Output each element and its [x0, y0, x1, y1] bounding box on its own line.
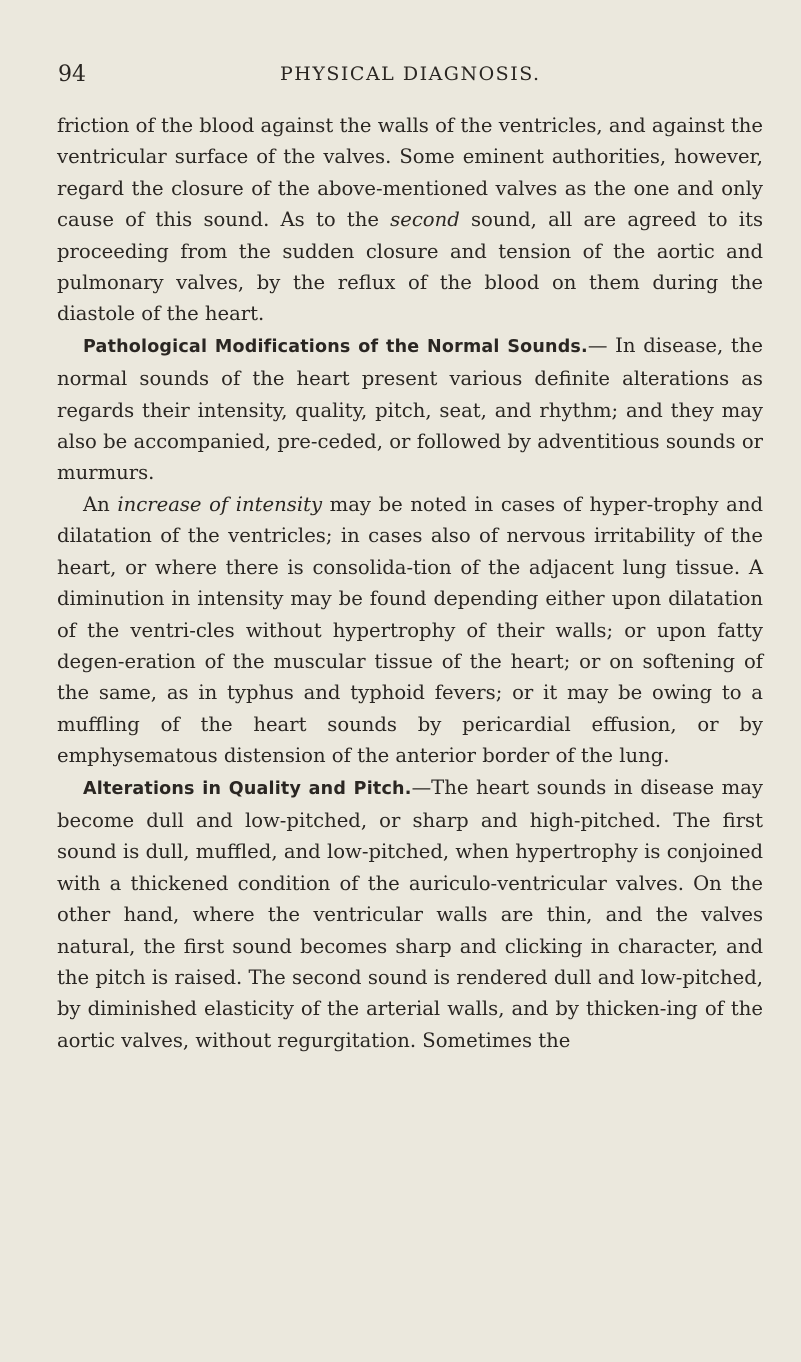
running-title: PHYSICAL DIAGNOSIS. — [280, 63, 541, 85]
body-text — [57, 110, 763, 1056]
paragraph-intensity — [57, 489, 763, 772]
italic-term: second — [390, 208, 460, 232]
paragraph-text: friction of the blood against the walls of the ventricles, and against the ventricular surface of the valves. Some eminent authorities, however, regard the closure of the above-mentioned valves as the one and only cause of this sound. As to the — [57, 114, 763, 232]
paragraph-text: may be noted in cases of hyper-trophy and dilatation of the ventricles; in cases also of nervous irritability of the heart, or where there is consolida-tion of the adjacent lung tissue. A diminution in intensity may be found depending either upon dilatation of the ventri-cles without hypertrophy of their walls; or upon fatty degen-eration of the muscular tissue of the heart; or on softening of the same, as in typhus and typhoid fevers; or it may be owing to a muffling of the heart sounds by pericardial effusion, or by emphysematous distension of the anterior border of the lung. — [57, 492, 763, 768]
page-number: 94 — [58, 62, 86, 87]
paragraph-pathological-modifications — [57, 330, 763, 489]
italic-term: increase of intensity — [117, 492, 323, 516]
paragraph-text: —The heart sounds in disease may become dull and low-pitched, or sharp and high-pitched. The first sound is dull, muffled, and low-pitched, when hypertrophy is conjoined with a thickened condition of the auriculo-ventricular valves. On the other hand, where the ventricular walls are thin, and the valves natural, the first sound becomes sharp and clicking in character, and the pitch is raised. The second sound is rendered dull and low-pitched, by diminished elasticity of the arterial walls, and by thicken-ing of the aortic valves, without regurgitation. Sometimes the — [57, 775, 763, 1052]
paragraph-lead: An — [83, 492, 118, 516]
paragraph-quality-pitch — [57, 772, 763, 1057]
page-header — [58, 62, 758, 92]
section-heading: Alterations in Quality and Pitch. — [83, 778, 412, 799]
paragraph-text: — In disease, the normal sounds of the heart present various definite alterations as regards their intensity, quality, pitch, seat, and rhythm; and they may also be accompanied, pre-ceded, or followed by adventitious sounds or murmurs. — [57, 333, 763, 485]
paragraph-continuation — [57, 110, 763, 330]
section-heading: Pathological Modifications of the Normal Sounds. — [83, 336, 588, 357]
paragraph-text-after: sound, all are agreed to its proceeding from the sudden closure and tension of the aortic and pulmonary valves, by the reflux of the blood on them during the diastole of the heart. — [57, 208, 764, 326]
